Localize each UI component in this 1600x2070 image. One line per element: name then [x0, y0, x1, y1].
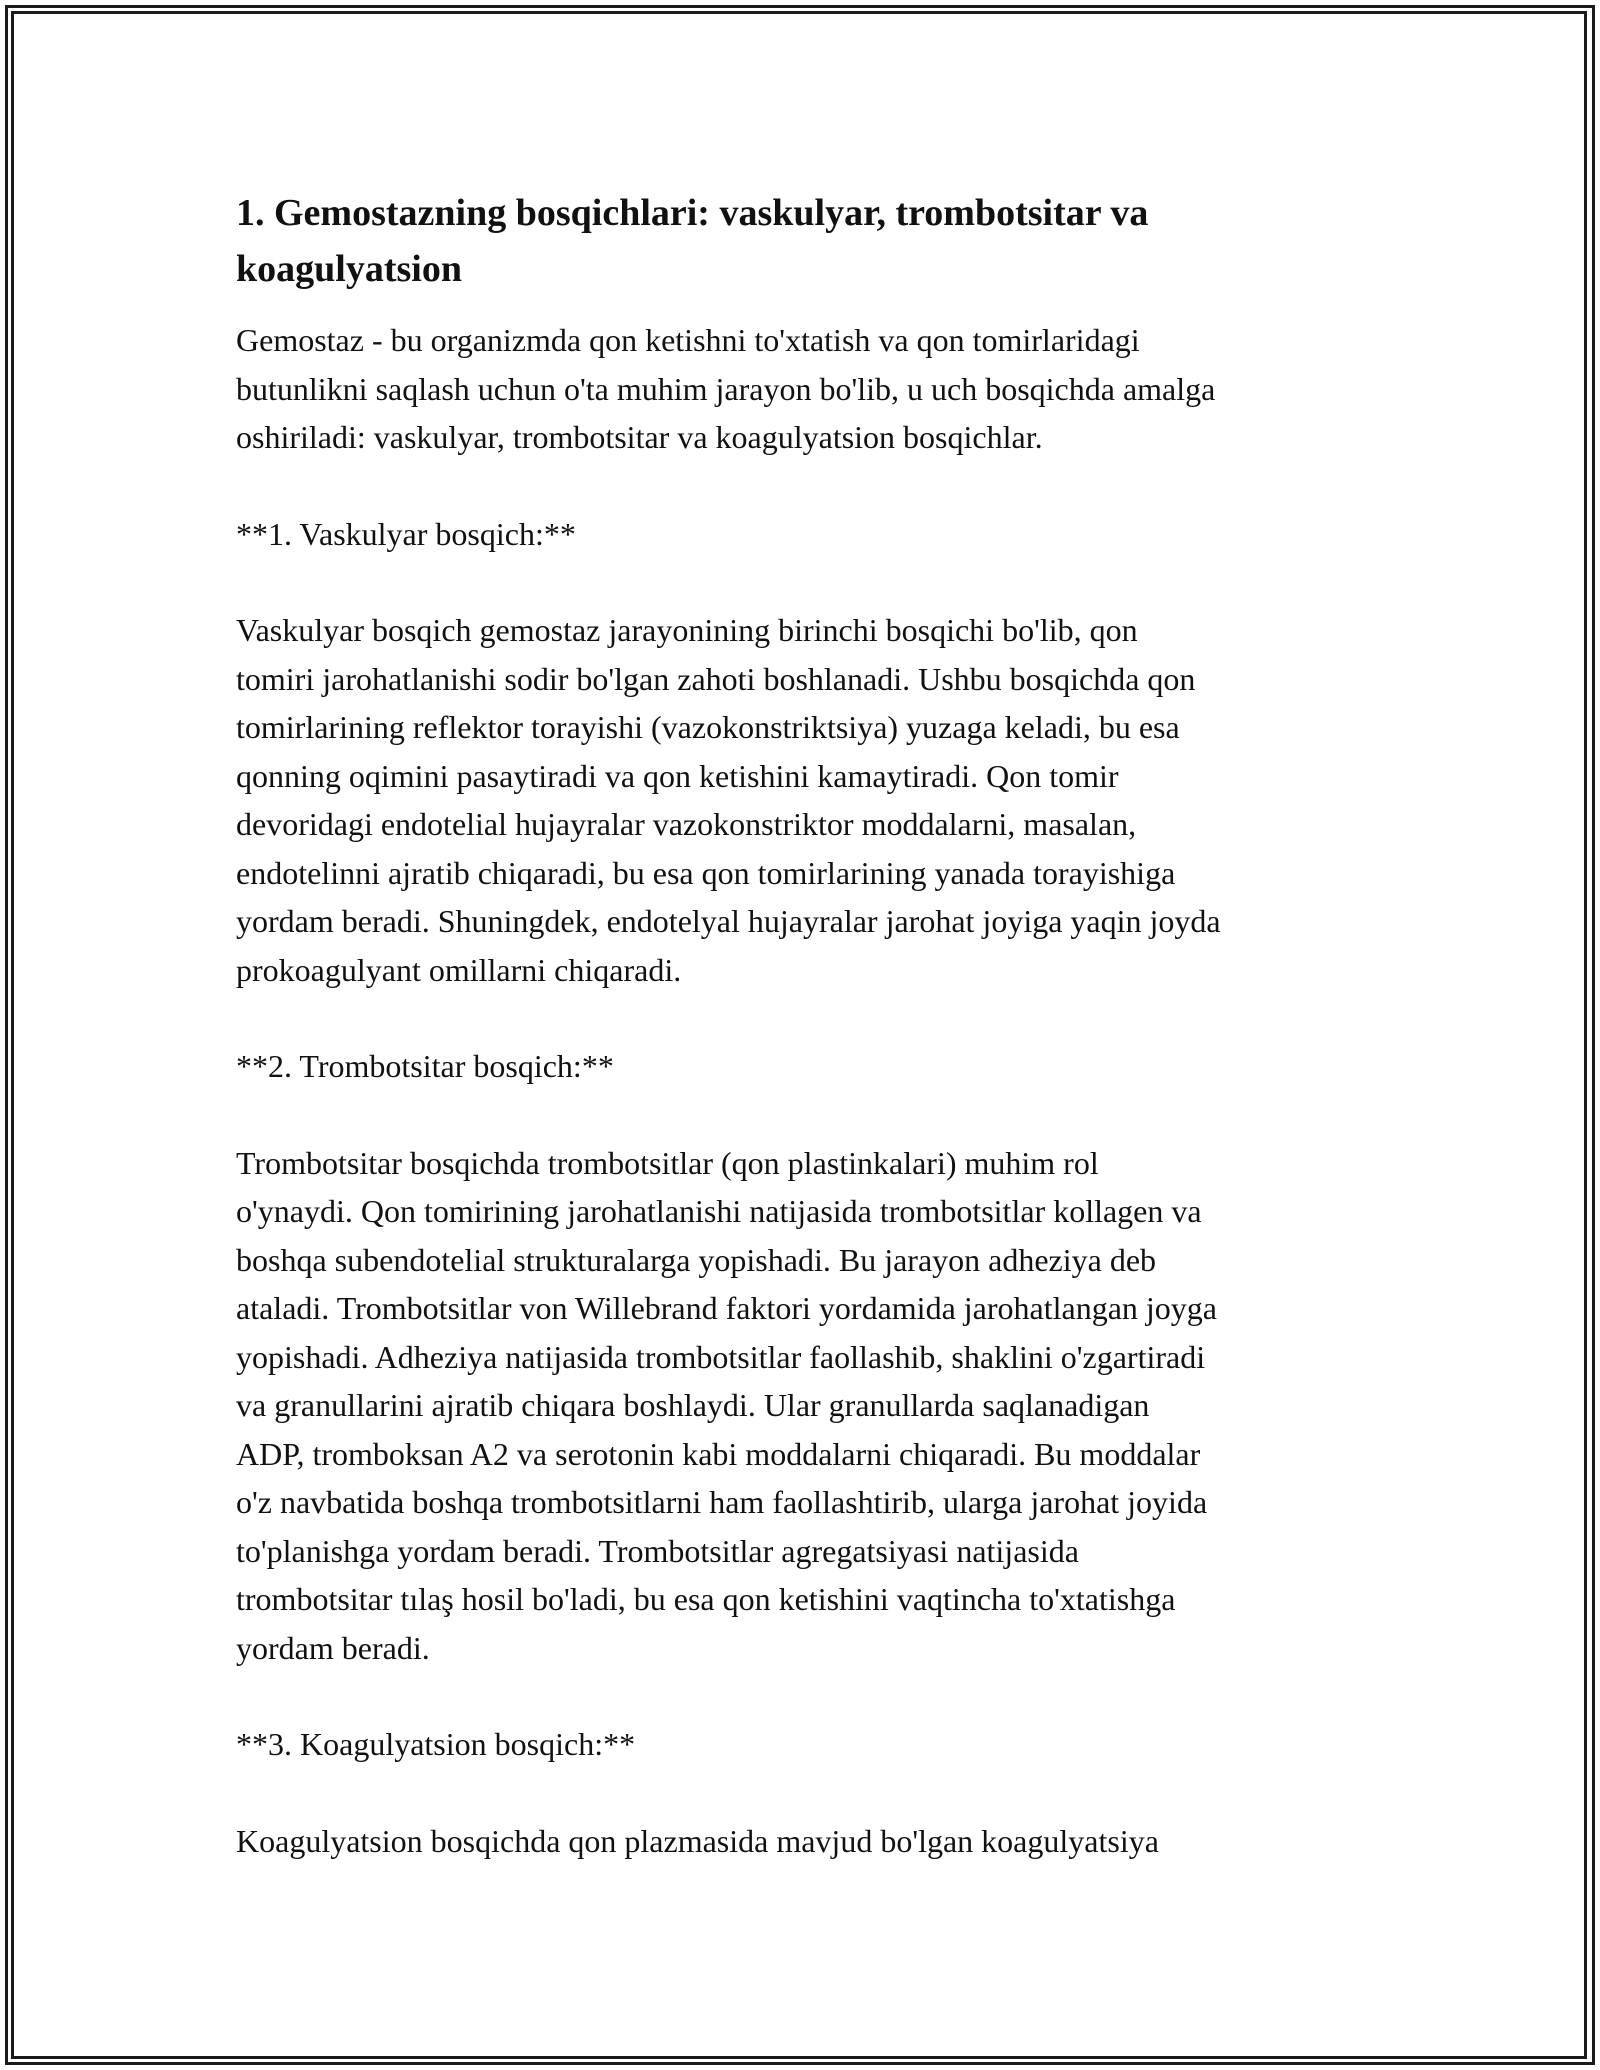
section-heading-coagulation: **3. Koagulyatsion bosqich:**: [236, 1726, 636, 1762]
section-body-platelet: Trombotsitar bosqichda trombotsitlar (qon plastinkalari) muhim rol o'ynaydi. Qon tomirining jarohatlanishi natijasida trombotsitlar kollagen va boshqa subendotelial strukturalarga yopishadi. Bu jarayon adheziya deb ataladi. Trombotsitlar von Willebrand faktori yordamida jarohatlangan joyga yopishadi. Adheziya natijasida trombotsitlar faollashib, shaklini o'zgartiradi va granullarini ajratib chiqara boshlaydi. Ular granullarda saqlanadigan ADP, tromboksan A2 va serotonin kabi moddalarni chiqaradi. Bu moddalar o'z navbatida boshqa trombotsitlarni ham faollashtirib, ularga jarohat joyida to'planishga yordam beradi. Trombotsitlar agregatsiyasi natijasida trombotsitar tılaş hosil bo'ladi, bu esa qon ketishini vaqtincha to'xtatishga yordam beradi.: [236, 1144, 1217, 1666]
section-body-vascular: Vaskulyar bosqich gemostaz jarayonining birinchi bosqichi bo'lib, qon tomiri jarohatlanishi sodir bo'lgan zahoti boshlanadi. Ushbu bosqichda qon tomirlarining reflektor torayishi (vazokonstriktsiya) yuzaga keladi, bu esa qonning oqimini pasaytiradi va qon ketishini kamaytiradi. Qon tomir devoridagi endotelial hujayralar vazokonstriktor moddalarni, masalan, endotelinni ajratib chiqaradi, bu esa qon tomirlarining yanada torayishiga yordam beradi. Shuningdek, endotelyal hujayralar jarohat joyiga yaqin joyda prokoagulyant omillarni chiqaradi.: [236, 612, 1221, 988]
intro-paragraph: Gemostaz - bu organizmda qon ketishni to'xtatish va qon tomirlaridagi butunlikni saqlash uchun o'ta muhim jarayon bo'lib, u uch bosqichda amalga oshiriladi: vaskulyar, trombotsitar va koagulyatsion bosqichlar.: [236, 322, 1216, 455]
section-heading-vascular: **1. Vaskulyar bosqich:**: [236, 515, 576, 552]
document-title: 1. Gemostazning bosqichlari: vaskulyar, trombotsitar va koagulyatsion: [236, 192, 1149, 290]
section-heading-platelet: **2. Trombotsitar bosqich:**: [236, 1048, 614, 1084]
document-content: [236, 185, 1366, 1865]
section-body-coagulation: Koagulyatsion bosqichda qon plazmasida mavjud bo'lgan koagulyatsiya: [236, 1822, 1159, 1859]
